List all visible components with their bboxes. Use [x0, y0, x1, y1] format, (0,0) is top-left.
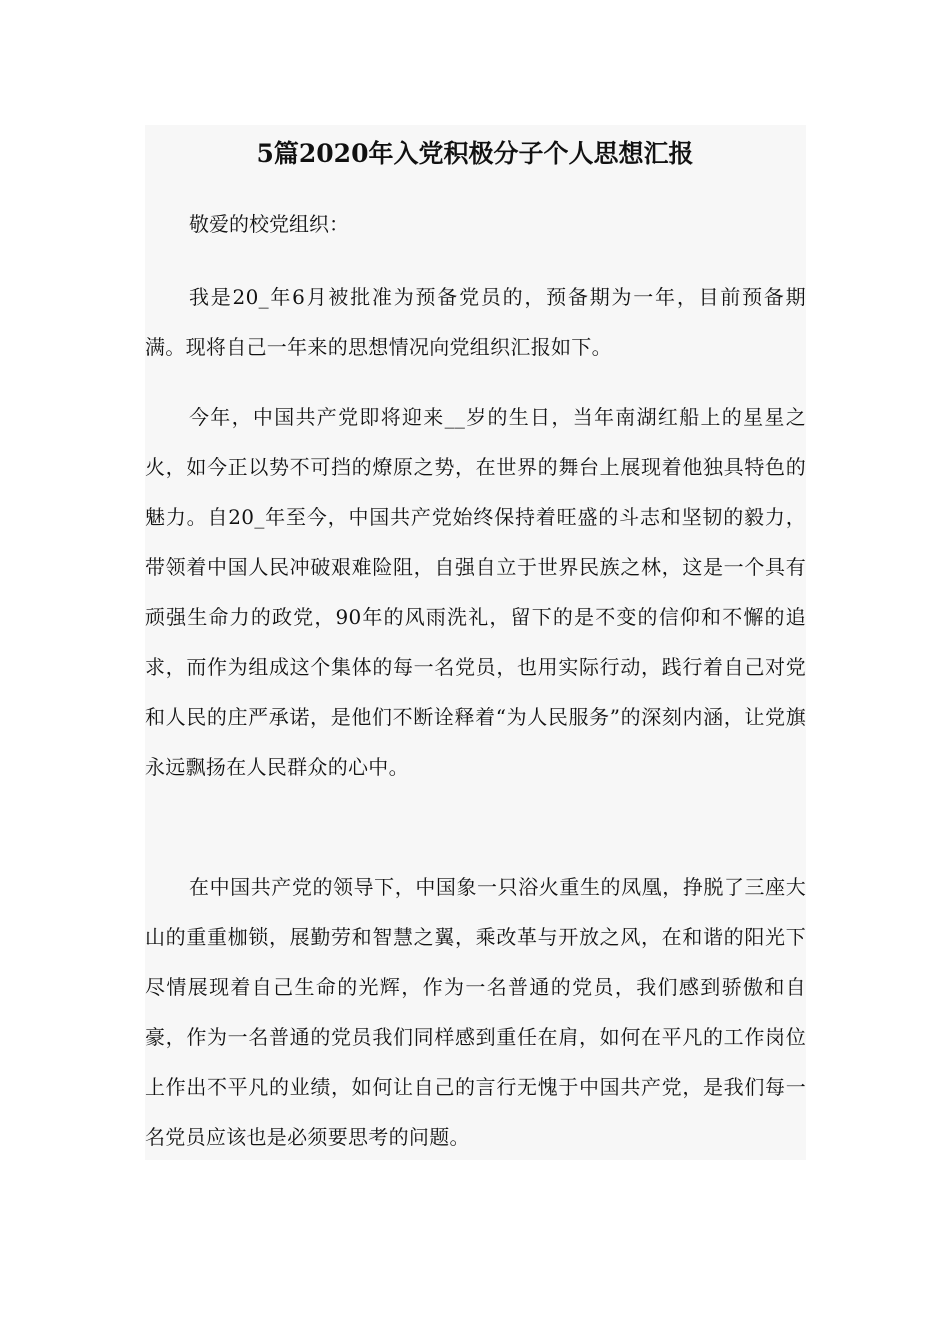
- document-title: 5篇2020年入党积极分子个人思想汇报: [256, 139, 694, 168]
- paragraph-3: 在中国共产党的领导下，中国象一只浴火重生的凤凰，挣脱了三座大山的重重枷锁，展勤劳和智慧之翼，乘改革与开放之风，在和谐的阳光下尽情展现着自己生命的光辉，作为一名普通的党员，我们感到骄傲和自豪，作为一名普通的党员我们同样感到重任在肩，如何在平凡的工作岗位上作出不平凡的业绩，如何让自己的言行无愧于中国共产党，是我们每一名党员应该也是必须要思考的问题。: [145, 875, 806, 1149]
- salutation: 敬爱的校党组织：: [189, 212, 349, 236]
- paragraph-1: 我是20_年6月被批准为预备党员的，预备期为一年，目前预备期满。现将自己一年来的思想情况向党组织汇报如下。: [145, 285, 806, 359]
- paragraph-2: 今年，中国共产党即将迎来__岁的生日，当年南湖红船上的星星之火，如今正以势不可挡的燎原之势，在世界的舞台上展现着他独具特色的魅力。自20_年至今，中国共产党始终保持着旺盛的斗志和坚韧的毅力，带领着中国人民冲破艰难险阻，自强自立于世界民族之林，这是一个具有顽强生命力的政党，90年的风雨洗礼，留下的是不变的信仰和不懈的追求，而作为组成这个集体的每一名党员，也用实际行动，践行着自己对党和人民的庄严承诺，是他们不断诠释着“为人民服务”的深刻内涵，让党旗永远飘扬在人民群众的心中。: [145, 405, 806, 779]
